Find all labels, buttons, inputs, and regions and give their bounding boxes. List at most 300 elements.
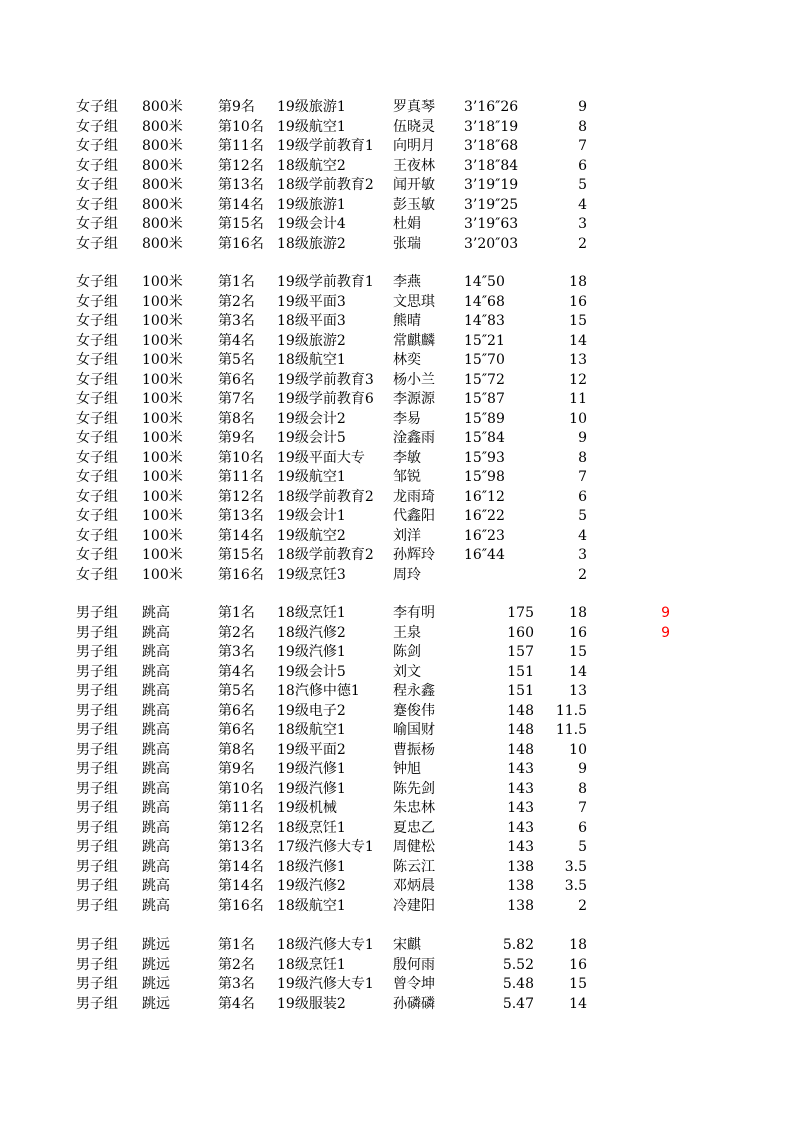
name-cell: 夏忠乙 (393, 819, 435, 836)
event-cell: 100米 (142, 332, 183, 349)
result-row (0, 527, 793, 547)
name-cell: 代鑫阳 (393, 508, 435, 524)
group-cell: 男子组 (76, 683, 118, 699)
class-cell: 19级平面大专 (277, 449, 365, 466)
event-cell: 跳高 (142, 897, 170, 914)
class-cell: 19级学前教育1 (277, 274, 374, 290)
name-cell: 张瑞 (393, 235, 421, 252)
rank-cell: 第14名 (218, 527, 264, 544)
name-cell: 向明月 (393, 138, 435, 154)
class-cell: 18级航空1 (277, 352, 346, 368)
result-row (0, 449, 793, 469)
name-cell: 陈剑 (393, 644, 421, 660)
result-cell: 16″12 (464, 488, 505, 505)
group-cell: 女子组 (76, 235, 118, 252)
event-cell: 跳高 (142, 819, 170, 836)
rank-cell: 第1名 (218, 274, 255, 290)
result-row (0, 566, 793, 586)
group-cell: 女子组 (76, 566, 118, 583)
name-cell: 程永鑫 (393, 683, 435, 699)
class-cell: 19级平面3 (277, 293, 346, 310)
class-cell: 19级汽修2 (277, 878, 346, 894)
rank-cell: 第12名 (218, 819, 264, 836)
points-cell: 14 (569, 995, 587, 1012)
result-cell: 143 (507, 780, 534, 797)
event-cell: 跳高 (142, 839, 170, 855)
group-cell: 女子组 (76, 488, 118, 505)
points-cell: 4 (578, 527, 587, 544)
points-cell: 7 (578, 469, 587, 485)
name-cell: 周健松 (393, 839, 435, 855)
rank-cell: 第8名 (218, 741, 255, 758)
result-cell: 3’18″68 (464, 138, 519, 154)
group-cell: 女子组 (76, 410, 118, 427)
result-cell: 3’20″03 (464, 235, 519, 252)
result-cell: 5.82 (502, 937, 534, 953)
result-row (0, 838, 793, 858)
rank-cell: 第8名 (218, 410, 255, 427)
event-cell: 100米 (142, 449, 183, 466)
event-cell: 跳远 (142, 995, 170, 1012)
name-cell: 陈先剑 (393, 780, 435, 797)
name-cell: 曹振杨 (393, 741, 435, 758)
rank-cell: 第10名 (218, 118, 264, 135)
result-row (0, 819, 793, 839)
points-cell: 7 (578, 138, 587, 154)
event-cell: 跳远 (142, 937, 170, 953)
class-cell: 18级旅游2 (277, 235, 346, 252)
event-cell: 跳高 (142, 683, 170, 699)
rank-cell: 第16名 (218, 566, 264, 583)
class-cell: 18级汽修2 (277, 624, 346, 641)
class-cell: 17级汽修大专1 (277, 839, 374, 855)
event-cell: 跳高 (142, 702, 170, 719)
name-cell: 李有明 (393, 605, 435, 621)
rank-cell: 第12名 (218, 488, 264, 505)
class-cell: 18级烹饪1 (277, 956, 346, 973)
event-cell: 100米 (142, 274, 183, 290)
result-row (0, 157, 793, 177)
event-cell: 跳高 (142, 741, 170, 758)
points-cell: 4 (578, 196, 587, 213)
result-row (0, 624, 793, 644)
name-cell: 曾令坤 (393, 976, 435, 992)
rank-cell: 第14名 (218, 878, 264, 894)
points-cell: 3.5 (564, 878, 587, 894)
name-cell: 陈云江 (393, 858, 435, 875)
result-row (0, 702, 793, 722)
points-cell: 8 (578, 780, 587, 797)
event-cell: 800米 (142, 235, 183, 252)
points-cell: 9 (578, 761, 587, 777)
points-cell: 3 (578, 547, 587, 563)
result-cell: 3’18″19 (464, 118, 519, 135)
event-cell: 跳高 (142, 722, 170, 738)
name-cell: 宋麒 (393, 937, 421, 953)
class-cell: 18级烹饪1 (277, 605, 346, 621)
name-cell: 伍晓灵 (393, 118, 435, 135)
result-cell: 15″21 (464, 332, 505, 349)
name-cell: 文思琪 (393, 293, 435, 310)
name-cell: 杨小兰 (393, 371, 435, 388)
event-cell: 800米 (142, 196, 183, 213)
group-cell: 女子组 (76, 430, 118, 446)
class-cell: 19级旅游2 (277, 332, 346, 349)
result-cell: 148 (507, 722, 534, 738)
points-cell: 16 (569, 624, 587, 641)
name-cell: 杜娟 (393, 216, 421, 232)
group-cell: 女子组 (76, 138, 118, 154)
rank-cell: 第6名 (218, 722, 255, 738)
results-section (0, 98, 793, 254)
result-cell: 15″89 (464, 410, 505, 427)
result-cell: 3’19″19 (464, 177, 519, 193)
result-cell: 14″83 (464, 313, 505, 329)
group-cell: 女子组 (76, 293, 118, 310)
result-row (0, 780, 793, 800)
points-cell: 8 (578, 449, 587, 466)
name-cell: 林奕 (393, 352, 421, 368)
rank-cell: 第6名 (218, 702, 255, 719)
group-cell: 女子组 (76, 371, 118, 388)
result-row (0, 137, 793, 157)
event-cell: 跳高 (142, 878, 170, 894)
points-cell: 5 (578, 839, 587, 855)
group-cell: 女子组 (76, 196, 118, 213)
name-cell: 邹锐 (393, 469, 421, 485)
result-row (0, 956, 793, 976)
result-row (0, 488, 793, 508)
result-cell: 138 (507, 897, 534, 914)
group-cell: 男子组 (76, 780, 118, 797)
event-cell: 100米 (142, 371, 183, 388)
result-cell: 157 (507, 644, 534, 660)
class-cell: 19级会计4 (277, 216, 346, 232)
result-cell: 148 (507, 702, 534, 719)
points-cell: 9 (578, 99, 587, 115)
points-cell: 16 (569, 293, 587, 310)
extra-value-cell: 9 (661, 624, 670, 641)
group-cell: 女子组 (76, 391, 118, 407)
class-cell: 19级会计2 (277, 410, 346, 427)
points-cell: 2 (578, 566, 587, 583)
result-row (0, 390, 793, 410)
group-cell: 男子组 (76, 722, 118, 738)
points-cell: 18 (569, 937, 587, 953)
rank-cell: 第3名 (218, 313, 255, 329)
rank-cell: 第9名 (218, 430, 255, 446)
group-cell: 女子组 (76, 313, 118, 329)
points-cell: 11.5 (555, 702, 587, 719)
name-cell: 刘洋 (393, 527, 421, 544)
extra-value-cell: 9 (661, 605, 670, 621)
result-cell: 175 (507, 605, 534, 621)
result-row (0, 799, 793, 819)
points-cell: 7 (578, 800, 587, 816)
result-cell: 151 (507, 663, 534, 680)
rank-cell: 第9名 (218, 761, 255, 777)
group-cell: 女子组 (76, 547, 118, 563)
rank-cell: 第1名 (218, 605, 255, 621)
rank-cell: 第12名 (218, 157, 264, 174)
result-cell: 16″23 (464, 527, 505, 544)
event-cell: 100米 (142, 547, 183, 563)
result-row (0, 760, 793, 780)
class-cell: 18级汽修1 (277, 858, 346, 875)
rank-cell: 第7名 (218, 391, 255, 407)
points-cell: 3 (578, 216, 587, 232)
points-cell: 11 (569, 391, 587, 407)
group-cell: 男子组 (76, 761, 118, 777)
result-cell: 5.52 (502, 956, 534, 973)
result-cell: 15″87 (464, 391, 505, 407)
results-section (0, 273, 793, 585)
result-cell: 148 (507, 741, 534, 758)
rank-cell: 第11名 (218, 469, 264, 485)
event-cell: 100米 (142, 527, 183, 544)
result-cell: 14″50 (464, 274, 505, 290)
class-cell: 19级平面2 (277, 741, 346, 758)
name-cell: 周玲 (393, 566, 421, 583)
class-cell: 18级学前教育2 (277, 547, 374, 563)
rank-cell: 第10名 (218, 449, 264, 466)
result-row (0, 936, 793, 956)
name-cell: 李敏 (393, 449, 421, 466)
name-cell: 熊晴 (393, 313, 421, 329)
group-cell: 男子组 (76, 702, 118, 719)
points-cell: 15 (569, 313, 587, 329)
result-row (0, 975, 793, 995)
group-cell: 女子组 (76, 177, 118, 193)
group-cell: 男子组 (76, 605, 118, 621)
result-cell: 16″44 (464, 547, 505, 563)
result-row (0, 858, 793, 878)
event-cell: 100米 (142, 508, 183, 524)
result-cell: 151 (507, 683, 534, 699)
result-cell: 3’18″84 (464, 157, 519, 174)
group-cell: 男子组 (76, 819, 118, 836)
rank-cell: 第13名 (218, 177, 264, 193)
name-cell: 朱忠林 (393, 800, 435, 816)
name-cell: 王泉 (393, 624, 421, 641)
result-row (0, 429, 793, 449)
name-cell: 罗真琴 (393, 99, 435, 115)
points-cell: 10 (569, 741, 587, 758)
results-section (0, 604, 793, 916)
event-cell: 跳高 (142, 644, 170, 660)
class-cell: 18汽修中德1 (277, 683, 360, 699)
event-cell: 800米 (142, 157, 183, 174)
group-cell: 女子组 (76, 216, 118, 232)
result-row (0, 663, 793, 683)
group-cell: 女子组 (76, 99, 118, 115)
result-row (0, 215, 793, 235)
rank-cell: 第2名 (218, 293, 255, 310)
points-cell: 13 (569, 352, 587, 368)
result-cell: 14″68 (464, 293, 505, 310)
rank-cell: 第6名 (218, 371, 255, 388)
rank-cell: 第15名 (218, 547, 264, 563)
result-row (0, 507, 793, 527)
points-cell: 18 (569, 274, 587, 290)
points-cell: 18 (569, 605, 587, 621)
rank-cell: 第9名 (218, 99, 255, 115)
rank-cell: 第13名 (218, 508, 264, 524)
rank-cell: 第11名 (218, 800, 264, 816)
name-cell: 殷何雨 (393, 956, 435, 973)
result-row (0, 897, 793, 917)
name-cell: 李源源 (393, 391, 435, 407)
result-row (0, 604, 793, 624)
points-cell: 8 (578, 118, 587, 135)
event-cell: 100米 (142, 293, 183, 310)
group-cell: 男子组 (76, 976, 118, 992)
points-cell: 6 (578, 157, 587, 174)
points-cell: 14 (569, 332, 587, 349)
result-row (0, 176, 793, 196)
points-cell: 15 (569, 644, 587, 660)
result-cell: 143 (507, 819, 534, 836)
points-cell: 6 (578, 488, 587, 505)
group-cell: 男子组 (76, 741, 118, 758)
rank-cell: 第2名 (218, 956, 255, 973)
event-cell: 100米 (142, 391, 183, 407)
class-cell: 19级学前教育3 (277, 371, 374, 388)
result-cell: 15″84 (464, 430, 505, 446)
points-cell: 3.5 (564, 858, 587, 875)
rank-cell: 第13名 (218, 839, 264, 855)
result-cell: 143 (507, 839, 534, 855)
event-cell: 跳高 (142, 858, 170, 875)
result-row (0, 235, 793, 255)
rank-cell: 第4名 (218, 332, 255, 349)
rank-cell: 第5名 (218, 683, 255, 699)
result-row (0, 351, 793, 371)
result-cell: 138 (507, 878, 534, 894)
result-cell: 16″22 (464, 508, 505, 524)
group-cell: 女子组 (76, 352, 118, 368)
points-cell: 5 (578, 508, 587, 524)
event-cell: 100米 (142, 430, 183, 446)
class-cell: 19级汽修大专1 (277, 976, 374, 992)
event-cell: 跳高 (142, 761, 170, 777)
rank-cell: 第15名 (218, 216, 264, 232)
rank-cell: 第14名 (218, 858, 264, 875)
event-cell: 800米 (142, 118, 183, 135)
event-cell: 100米 (142, 566, 183, 583)
group-cell: 男子组 (76, 644, 118, 660)
result-cell: 138 (507, 858, 534, 875)
result-row (0, 371, 793, 391)
name-cell: 龙雨琦 (393, 488, 435, 505)
result-row (0, 196, 793, 216)
name-cell: 孙辉玲 (393, 547, 435, 563)
event-cell: 100米 (142, 469, 183, 485)
group-cell: 女子组 (76, 469, 118, 485)
name-cell: 李易 (393, 410, 421, 427)
name-cell: 常麒麟 (393, 332, 435, 349)
event-cell: 100米 (142, 313, 183, 329)
result-cell: 15″72 (464, 371, 505, 388)
result-cell: 3’19″63 (464, 216, 519, 232)
group-cell: 男子组 (76, 800, 118, 816)
class-cell: 19级旅游1 (277, 99, 346, 115)
group-cell: 男子组 (76, 937, 118, 953)
class-cell: 19级汽修1 (277, 780, 346, 797)
points-cell: 15 (569, 976, 587, 992)
points-cell: 10 (569, 410, 587, 427)
result-cell: 5.47 (502, 995, 534, 1012)
result-row (0, 410, 793, 430)
result-row (0, 877, 793, 897)
class-cell: 18级航空1 (277, 722, 346, 738)
event-cell: 800米 (142, 138, 183, 154)
points-cell: 9 (578, 430, 587, 446)
event-cell: 800米 (142, 216, 183, 232)
event-cell: 跳远 (142, 976, 170, 992)
result-row (0, 468, 793, 488)
result-row (0, 293, 793, 313)
rank-cell: 第3名 (218, 976, 255, 992)
name-cell: 邓炳晨 (393, 878, 435, 894)
rank-cell: 第11名 (218, 138, 264, 154)
result-row (0, 995, 793, 1015)
result-cell: 143 (507, 800, 534, 816)
class-cell: 19级航空1 (277, 469, 346, 485)
result-cell: 15″98 (464, 469, 505, 485)
result-cell: 5.48 (502, 976, 534, 992)
class-cell: 19级汽修1 (277, 644, 346, 660)
class-cell: 18级航空1 (277, 897, 346, 914)
class-cell: 19级学前教育1 (277, 138, 374, 154)
class-cell: 19级航空1 (277, 118, 346, 135)
event-cell: 跳远 (142, 956, 170, 973)
class-cell: 19级汽修1 (277, 761, 346, 777)
rank-cell: 第14名 (218, 196, 264, 213)
result-cell: 3’19″25 (464, 196, 519, 213)
event-cell: 跳高 (142, 663, 170, 680)
results-section (0, 936, 793, 1014)
class-cell: 18级学前教育2 (277, 488, 374, 505)
points-cell: 14 (569, 663, 587, 680)
result-row (0, 546, 793, 566)
points-cell: 12 (569, 371, 587, 388)
result-row (0, 312, 793, 332)
class-cell: 18级航空2 (277, 157, 346, 174)
class-cell: 19级学前教育6 (277, 391, 374, 407)
event-cell: 800米 (142, 99, 183, 115)
name-cell: 蹇俊伟 (393, 702, 435, 719)
rank-cell: 第3名 (218, 644, 255, 660)
result-row (0, 721, 793, 741)
rank-cell: 第4名 (218, 663, 255, 680)
event-cell: 100米 (142, 410, 183, 427)
points-cell: 13 (569, 683, 587, 699)
event-cell: 100米 (142, 488, 183, 505)
points-cell: 6 (578, 819, 587, 836)
group-cell: 女子组 (76, 118, 118, 135)
rank-cell: 第16名 (218, 897, 264, 914)
result-cell: 3’16″26 (464, 99, 519, 115)
group-cell: 男子组 (76, 839, 118, 855)
result-row (0, 682, 793, 702)
group-cell: 女子组 (76, 449, 118, 466)
points-cell: 5 (578, 177, 587, 193)
result-row (0, 741, 793, 761)
group-cell: 男子组 (76, 858, 118, 875)
result-row (0, 118, 793, 138)
class-cell: 19级航空2 (277, 527, 346, 544)
